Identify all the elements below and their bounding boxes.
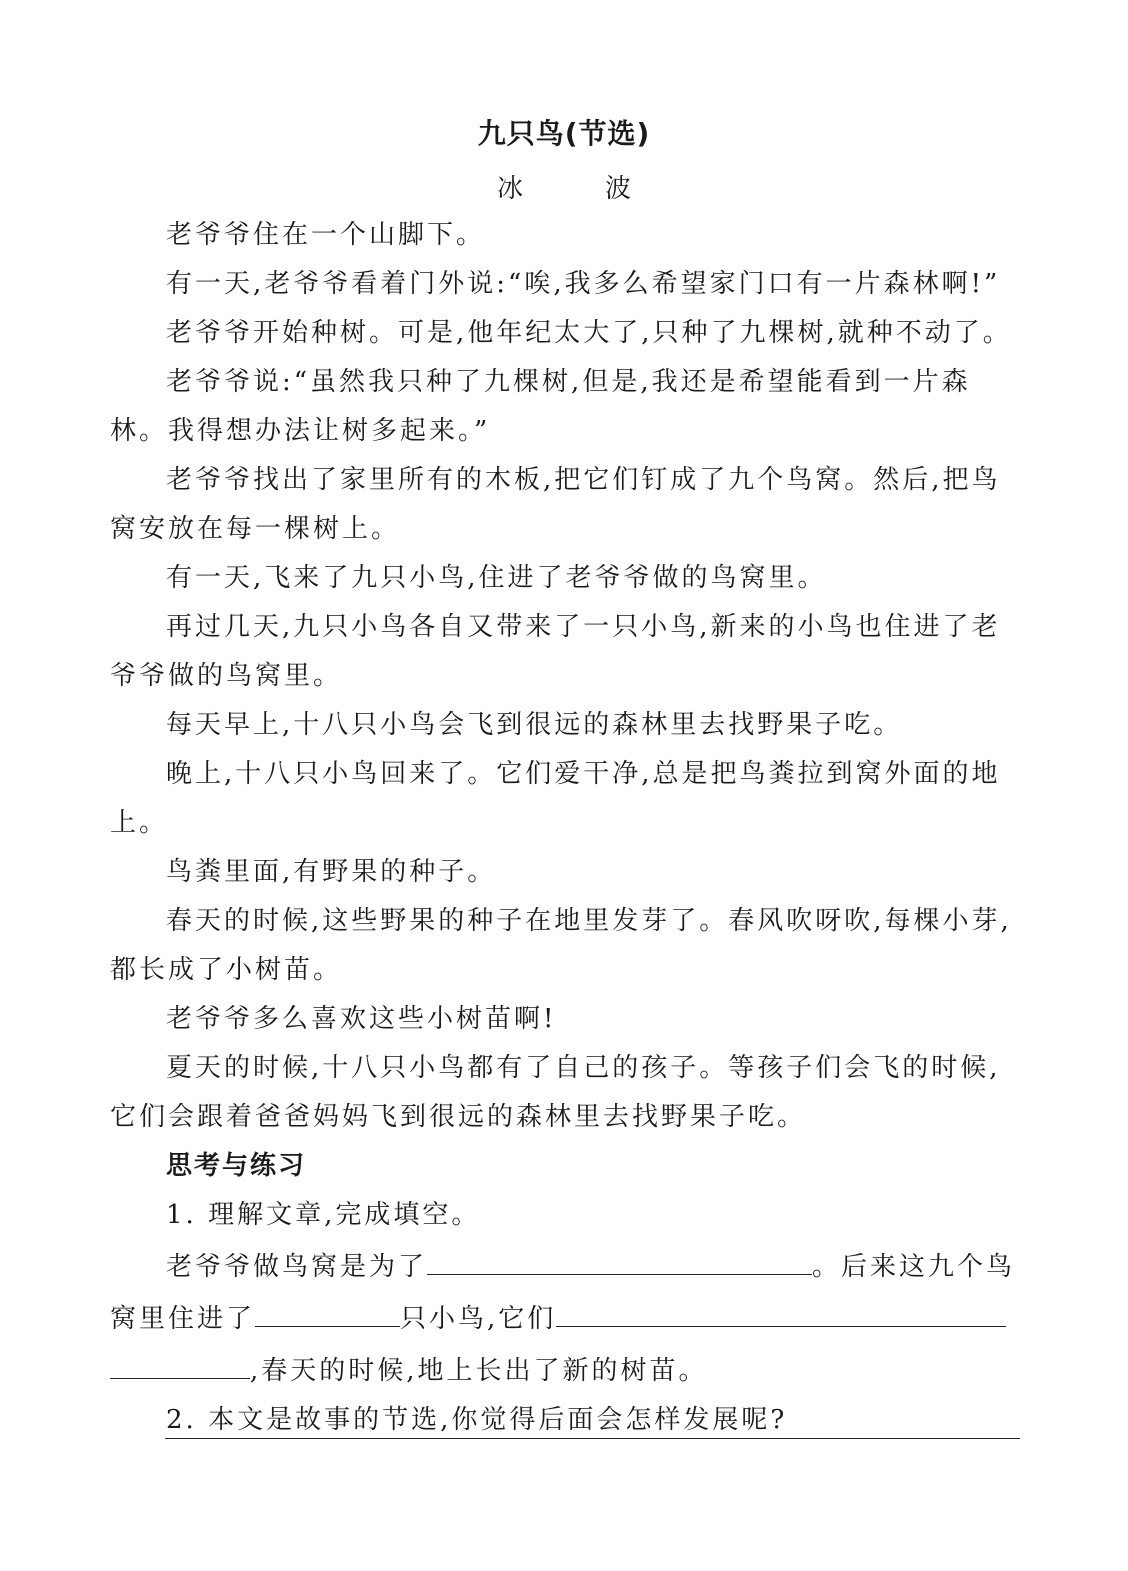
- paragraph: 有一天,飞来了九只小鸟,住进了老爷爷做的鸟窝里。: [166, 563, 827, 593]
- fill-text-1: 老爷爷做鸟窝是为了: [166, 1252, 428, 1282]
- paragraph: 每天早上,十八只小鸟会飞到很远的森林里去找野果子吃。: [166, 710, 903, 740]
- paragraph: 再过几天,九只小鸟各自又带来了一只小鸟,新来的小鸟也住进了老爷爷做的鸟窝里。: [110, 612, 1001, 691]
- paragraph: 老爷爷说:“虽然我只种了九棵树,但是,我还是希望能看到一片森林。我得想办法让树多起来。”: [110, 367, 971, 446]
- question-2-prompt: 2. 本文是故事的节选,你觉得后面会怎样发展呢?: [166, 1405, 788, 1435]
- article-body: [110, 211, 1020, 1445]
- paragraph: 老爷爷多么喜欢这些小树苗啊!: [166, 1004, 557, 1034]
- paragraph: 老爷爷住在一个山脚下。: [166, 220, 486, 250]
- exercise-heading: 思考与练习: [166, 1151, 307, 1181]
- question-2-answer-line[interactable]: [165, 1438, 1020, 1439]
- article-title: 九只鸟(节选): [477, 117, 651, 150]
- answer-blank-purpose[interactable]: [427, 1240, 812, 1275]
- question-1-prompt: 1. 理解文章,完成填空。: [166, 1200, 481, 1230]
- paragraph: 鸟粪里面,有野果的种子。: [166, 857, 497, 887]
- paragraph: 老爷爷开始种树。可是,他年纪太大了,只种了九棵树,就种不动了。: [166, 318, 1012, 348]
- fill-text-4: ,春天的时候,地上长出了新的树苗。: [250, 1356, 708, 1386]
- paragraph: 老爷爷找出了家里所有的木板,把它们钉成了九个鸟窝。然后,把鸟窝安放在每一棵树上。: [110, 465, 1001, 544]
- paragraph: 夏天的时候,十八只小鸟都有了自己的孩子。等孩子们会飞的时候,它们会跟着爸爸妈妈飞到很远的森林里去找野果子吃。: [110, 1053, 1001, 1132]
- article-author: 冰 波: [496, 174, 659, 204]
- paragraph: 晚上,十八只小鸟回来了。它们爱干净,总是把鸟粪拉到窝外面的地上。: [110, 759, 1001, 838]
- fill-text-2: 。后来这九个鸟窝里住进了: [110, 1252, 1016, 1334]
- answer-blank-bird-count[interactable]: [255, 1292, 400, 1327]
- question-1-fill-in: [110, 1240, 1020, 1396]
- paragraph: 有一天,老爷爷看着门外说:“唉,我多么希望家门口有一片森林啊!”: [166, 269, 1001, 299]
- paragraph: 春天的时候,这些野果的种子在地里发芽了。春风吹呀吹,每棵小芽,都长成了小树苗。: [110, 906, 1012, 985]
- fill-text-3: 只小鸟,它们: [400, 1304, 557, 1334]
- answer-blank-birds-action[interactable]: [556, 1292, 1006, 1327]
- answer-blank-birds-action-cont[interactable]: [110, 1344, 250, 1379]
